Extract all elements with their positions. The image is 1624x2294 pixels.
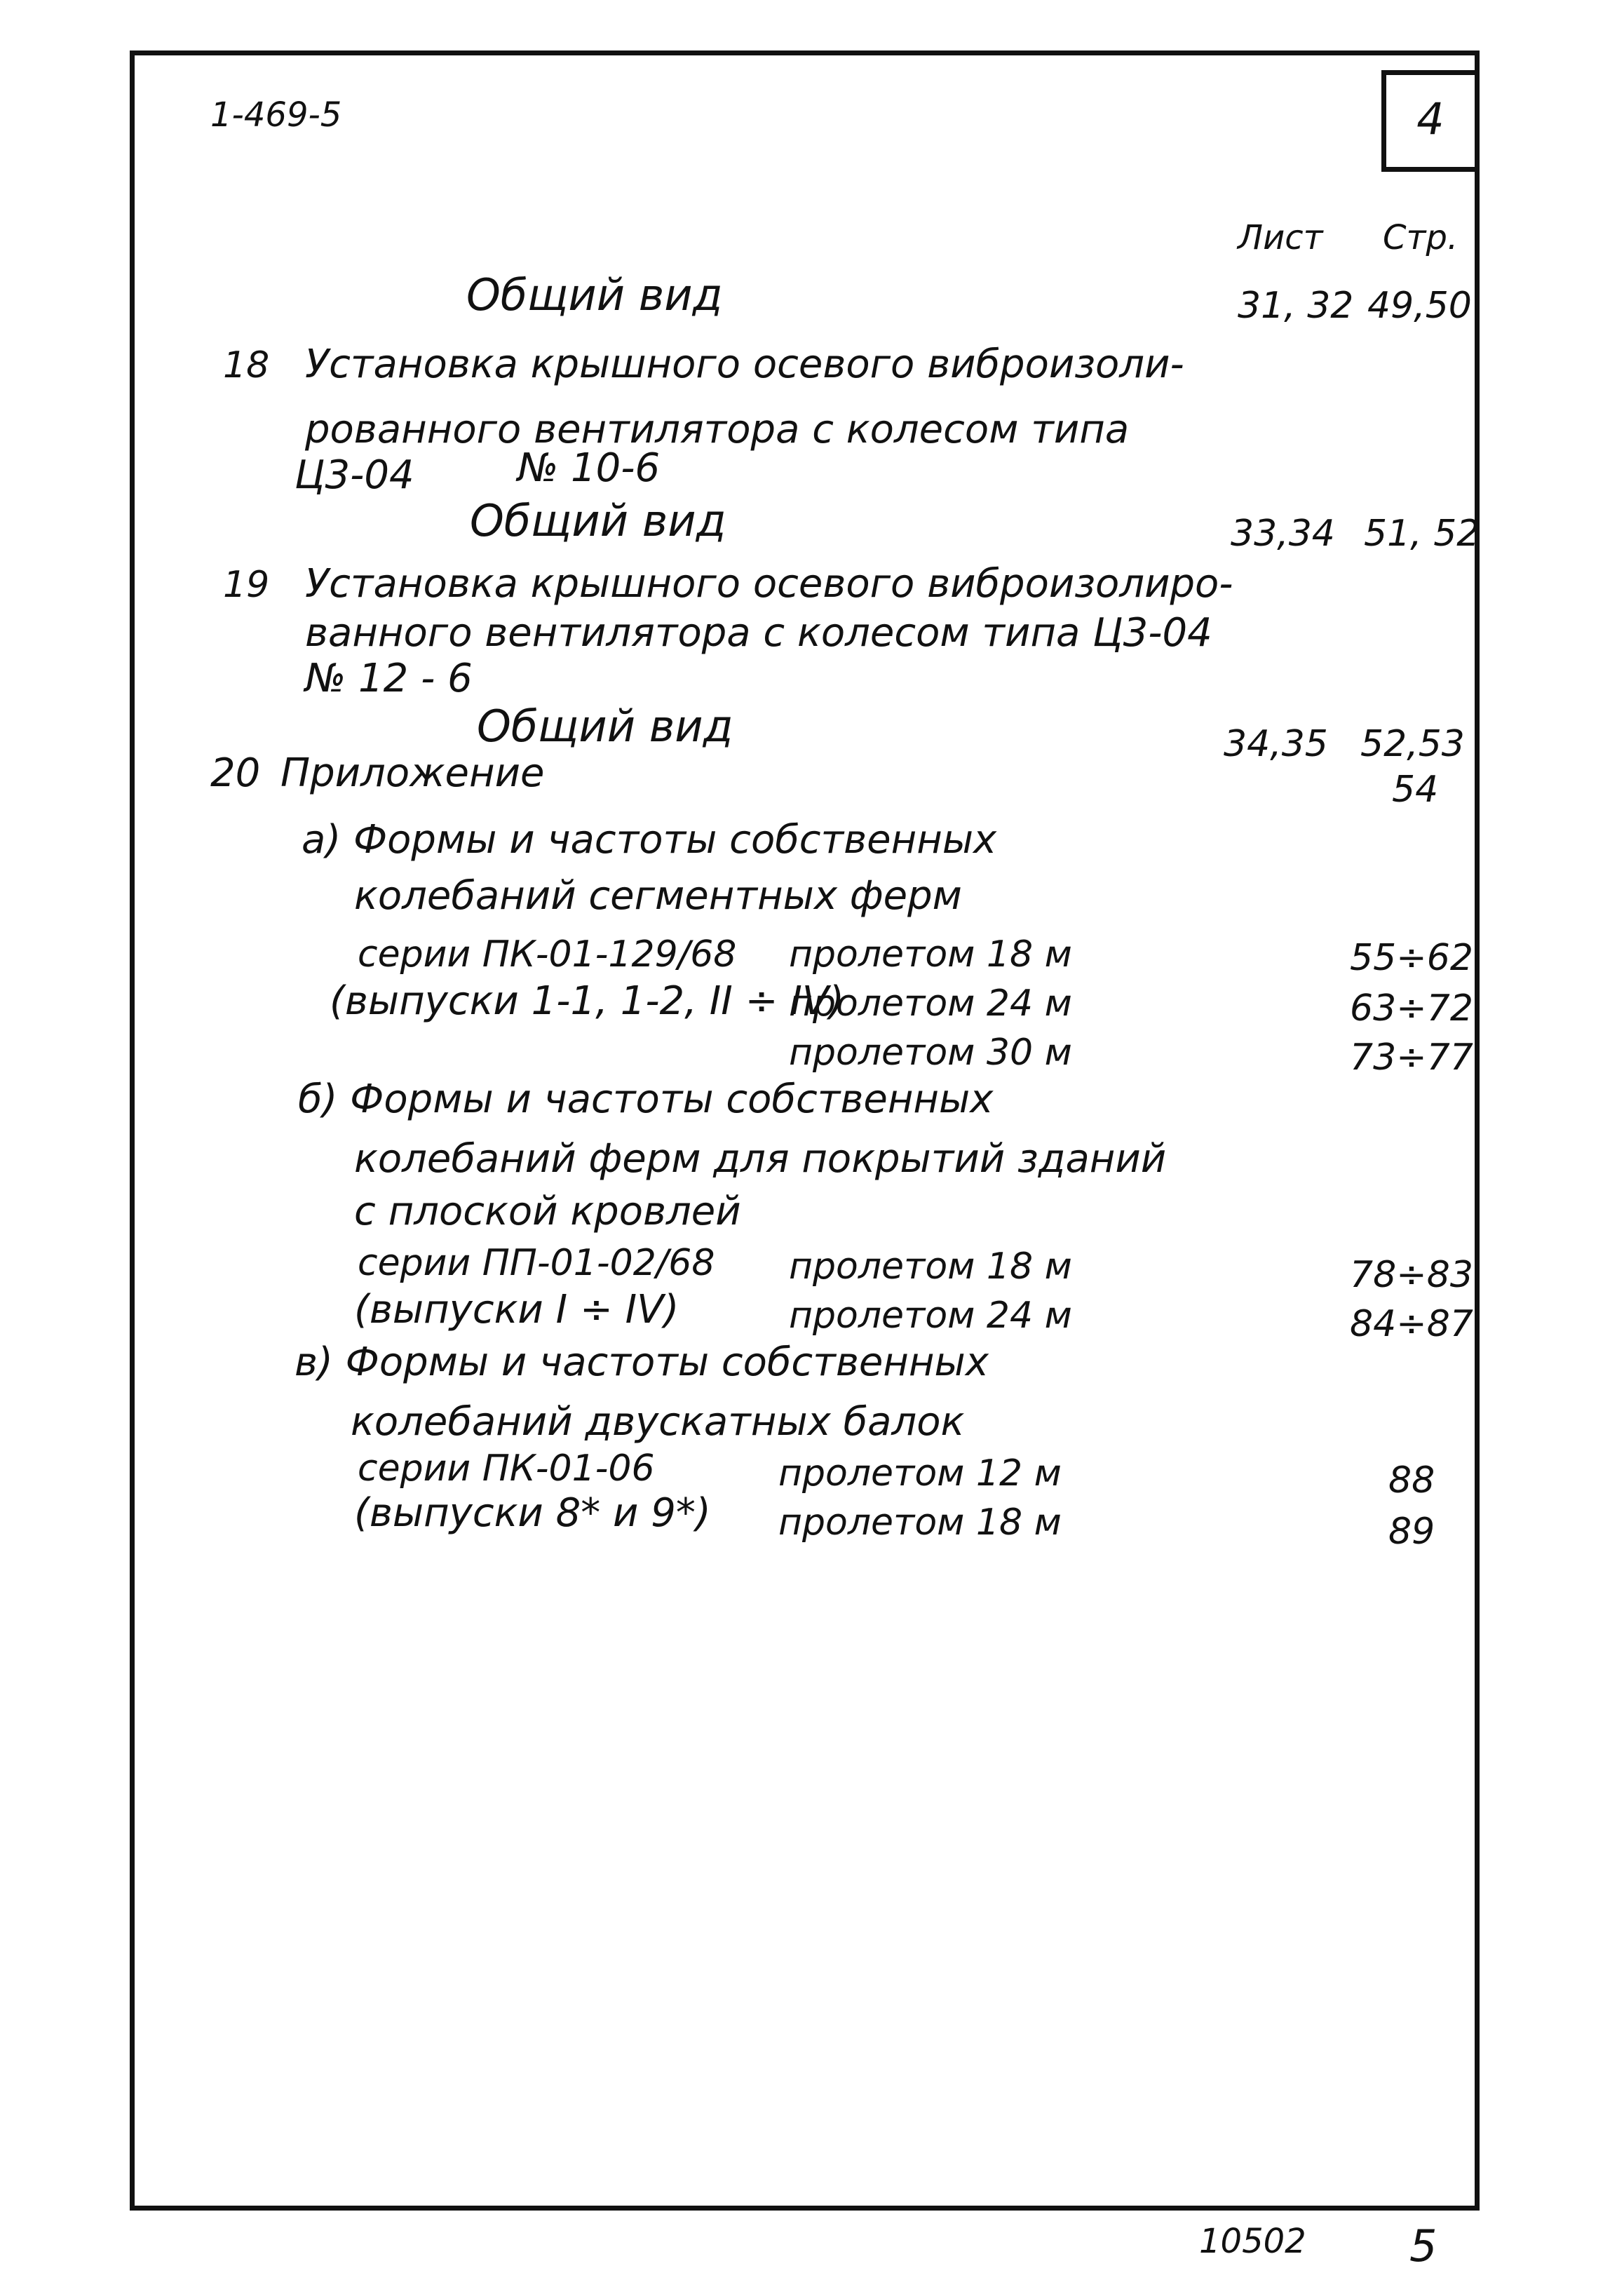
appendix-item-line: в) Формы и частоты собственных [295,1340,989,1385]
item-number: 18 [223,344,270,386]
general-view-title: Общий вид [466,269,723,321]
appendix-title: Приложение [280,750,545,796]
page-range: 84÷87 [1350,1303,1473,1345]
item-number: 20 [210,750,261,796]
general-view-title: Общий вид [477,701,733,752]
page-ref: 49,50 [1367,285,1472,327]
item-text-line: ванного вентилятора с колесом типа Ц3-04 [305,610,1212,656]
page-ref: 54 [1392,769,1439,811]
general-view-title: Общий вид [470,495,726,546]
series-ref: серии ПК-01-129/68 [358,933,737,976]
appendix-item-line: колебаний двускатных балок [351,1399,965,1445]
span-label: пролетом 24 м [789,983,1072,1025]
page-number-box: 4 [1381,70,1480,172]
appendix-item-line: колебаний ферм для покрытий зданий [354,1136,1167,1182]
page-range: 63÷72 [1350,987,1473,1030]
column-header-sheet: Лист [1238,218,1323,257]
column-header-page: Стр. [1383,218,1459,257]
item-text-line: № 12 - 6 [305,656,473,701]
sheet-ref: 34,35 [1224,723,1328,765]
item-number: 19 [223,564,270,606]
page-range: 73÷77 [1350,1037,1473,1079]
item-text-line: Установка крышного осевого виброизолиро- [305,561,1233,607]
item-text-line: Установка крышного осевого виброизоли- [305,342,1184,387]
page-range: 89 [1388,1511,1435,1553]
appendix-item-line: с плоской кровлей [354,1189,741,1234]
appendix-item-line: колебаний сегментных ферм [354,873,962,919]
item-text-line: рованного вентилятора с колесом типа [305,407,1130,452]
item-text-line: Ц3-04 [295,452,414,498]
span-label: пролетом 30 м [789,1032,1072,1074]
span-label: пролетом 18 м [789,933,1072,976]
issues-ref: (выпуски 8* и 9*) [354,1490,711,1536]
page-range: 88 [1388,1459,1435,1502]
sheet-ref: 33,34 [1231,513,1335,555]
document-code: 1-469-5 [210,95,342,135]
span-label: пролетом 12 м [778,1452,1062,1495]
inventory-number: 10502 [1199,2222,1306,2261]
item-text-line: № 10-6 [517,445,661,491]
appendix-item-line: б) Формы и частоты собственных [298,1077,994,1122]
issues-ref: (выпуски I ÷ IV) [354,1287,679,1332]
series-ref: серии ПП-01-02/68 [358,1242,715,1284]
page-ref: 51, 52 [1364,513,1480,555]
appendix-item-line: а) Формы и частоты собственных [302,817,997,863]
issues-ref: (выпуски 1-1, 1-2, II ÷ IV) [330,978,844,1024]
span-label: пролетом 24 м [789,1295,1072,1337]
span-label: пролетом 18 м [778,1502,1062,1544]
footer-page-number: 5 [1409,2220,1437,2272]
page-range: 78÷83 [1350,1254,1473,1296]
sheet-ref: 31, 32 [1238,285,1354,327]
series-ref: серии ПК-01-06 [358,1448,655,1490]
page-range: 55÷62 [1350,937,1473,979]
page-ref: 52,53 [1360,723,1465,765]
span-label: пролетом 18 м [789,1246,1072,1288]
